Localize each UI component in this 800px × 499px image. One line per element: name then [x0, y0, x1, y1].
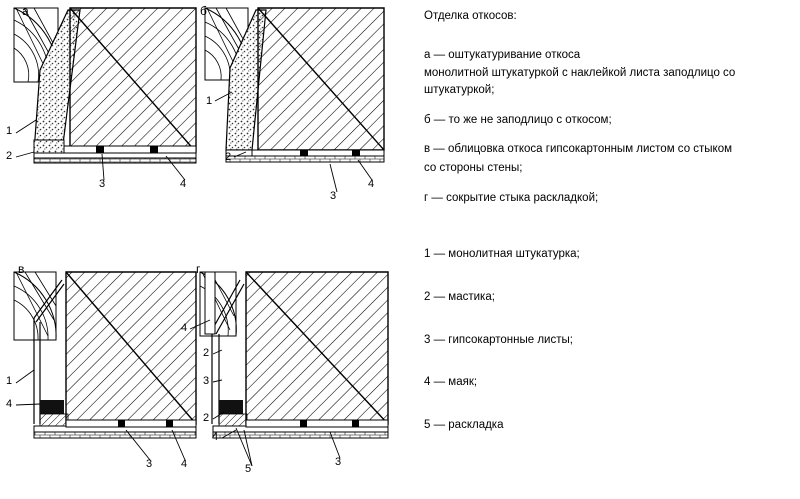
legend-desc-0: а — оштукатуривание откоса — [424, 48, 581, 61]
callout-a-4: 4 — [180, 178, 187, 190]
callout-a-3: 3 — [99, 178, 106, 190]
panel-label-g: г — [196, 262, 201, 276]
panel-a-drawing — [14, 8, 196, 180]
callout-g-3: 3 — [203, 375, 210, 387]
callout-g-2: 2 — [203, 347, 210, 359]
callout-v-3: 3 — [146, 458, 153, 470]
callout-v-1: 1 — [6, 375, 13, 387]
callout-v-4b: 4 — [181, 458, 188, 470]
legend-title: Отделка откосов: — [424, 10, 517, 22]
legend-panel — [424, 8, 792, 460]
callout-a-2: 2 — [6, 150, 13, 162]
legend-desc-4: со стороны стены; — [424, 162, 523, 175]
legend-item-1: 1 — монолитная штукатурка; — [424, 248, 580, 261]
panel-g-drawing — [190, 272, 388, 466]
legend-item-4: 4 — маяк; — [424, 376, 478, 389]
panel-label-a: а — [22, 4, 29, 18]
callout-g-3b: 3 — [335, 456, 342, 468]
callout-g-4: 4 — [181, 322, 188, 334]
legend-desc-3: в — облицовка откоса гипсокартонным листом со стыком — [424, 143, 733, 156]
legend-item-5: 5 — раскладка — [424, 419, 504, 432]
panel-label-b: б — [200, 4, 207, 18]
legend-desc-5: г — сокрытие стыка раскладкой; — [424, 191, 599, 204]
callout-a-1: 1 — [6, 125, 13, 137]
callout-g-4b: 4 — [212, 431, 219, 443]
callout-b-4: 4 — [368, 178, 375, 190]
callout-g-2b: 2 — [203, 412, 210, 424]
callout-v-4: 4 — [6, 398, 13, 410]
callout-g-5: 5 — [245, 463, 252, 475]
callout-b-3: 3 — [330, 190, 337, 202]
legend-desc-1: монолитной штукатуркой с наклейкой листа заподлицо со штукатуркой; — [424, 67, 736, 97]
legend-item-3: 3 — гипсокартонные листы; — [424, 333, 573, 346]
legend-desc-2: б — то же не заподлицо с откосом; — [424, 113, 612, 126]
panel-label-v: в — [18, 262, 25, 276]
panel-v-drawing — [14, 272, 196, 460]
panel-b-drawing — [205, 8, 384, 192]
legend-items — [424, 246, 792, 433]
legend-item-2: 2 — мастика; — [424, 291, 495, 304]
callout-b-2: 2 — [225, 151, 232, 163]
callout-b-1: 1 — [206, 95, 213, 107]
